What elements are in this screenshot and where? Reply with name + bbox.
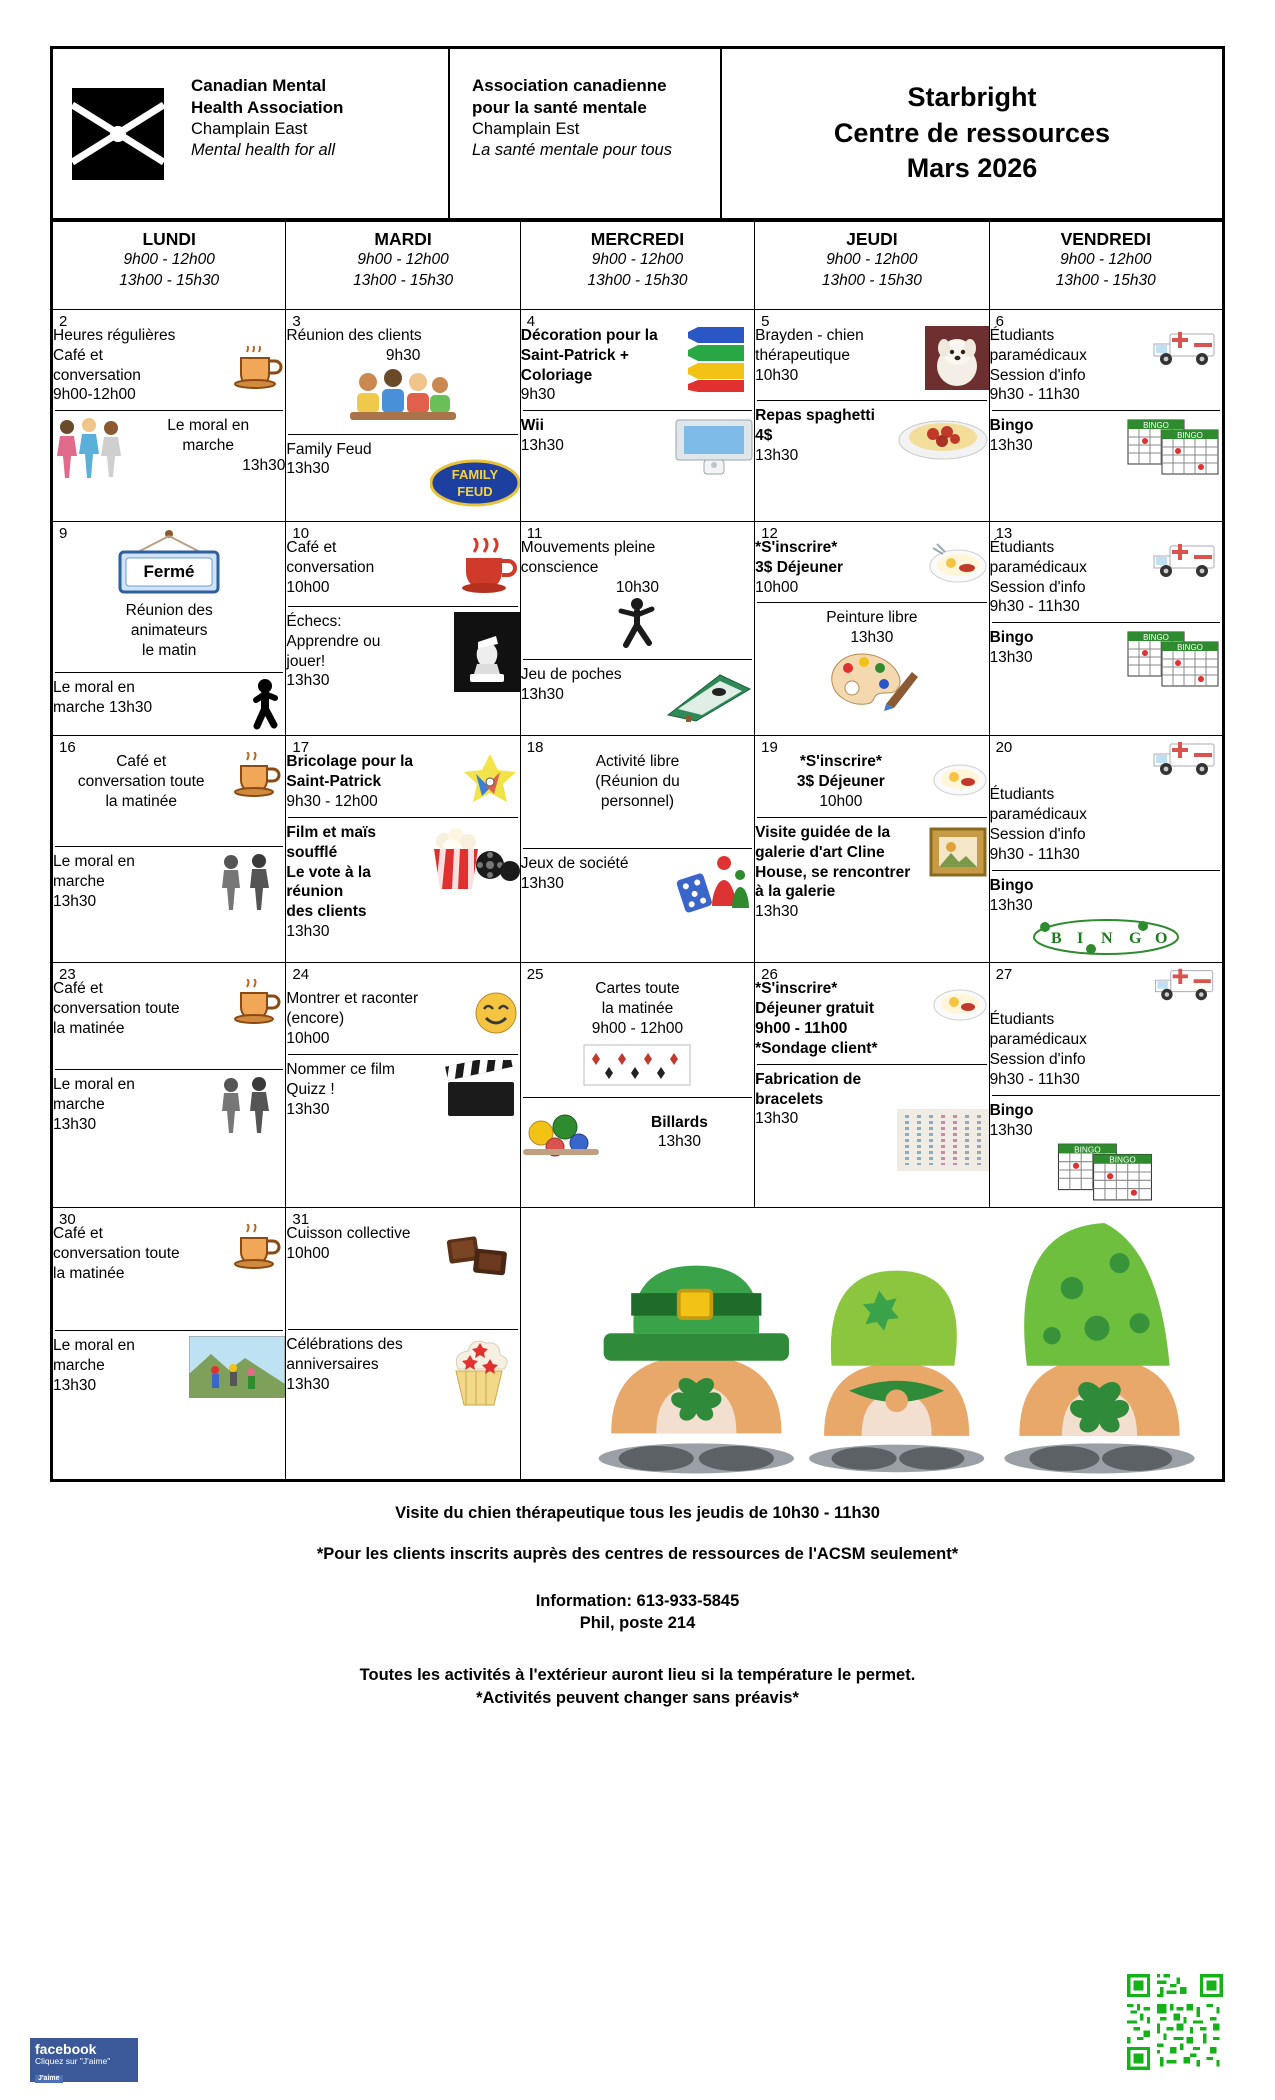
spaghetti-plate-icon	[897, 406, 989, 467]
clapperboard-icon	[442, 1060, 520, 1127]
svg-text:N: N	[1100, 930, 1113, 948]
day-cell-19[interactable]: 19 *S'inscrire* 3$ Déjeuner 10h00 Visite guidée de la galerie d'art Cline House, se rencontrer à la galerie 13h30	[755, 736, 989, 963]
smiley-face-icon	[472, 989, 520, 1042]
bingo-cards-icon	[990, 1140, 1222, 1207]
board-game-pieces-icon	[668, 854, 754, 925]
coffee-cup-icon	[233, 752, 285, 805]
bingo-cards-icon	[1126, 628, 1222, 693]
day-cell-20[interactable]: 20 Étudiants paramédicaux Session d'info 9h30 - 11h30 Bingo 13h30 B I N G O	[989, 736, 1223, 963]
svg-text:B: B	[1050, 930, 1062, 948]
org-name-english: Canadian Mental Health Association Champlain East Mental health for all	[191, 76, 344, 159]
bingo-clover-icon	[990, 915, 1222, 962]
coffee-cup-icon	[460, 538, 520, 601]
calendar-week-3	[52, 736, 1224, 963]
cupcake-icon	[436, 1335, 520, 1416]
walking-people-icon	[209, 1075, 285, 1138]
day-cell-4[interactable]: 4 Décoration pour la Saint-Patrick + Coloriage 9h30 Wii 13h30	[520, 310, 754, 522]
billiard-balls-icon	[521, 1103, 601, 1162]
calendar-header-row	[52, 222, 1224, 310]
thumbs-up-icon: J'aime	[35, 2075, 63, 2083]
markers-icon	[688, 326, 754, 397]
calendar-week-4	[52, 963, 1224, 1208]
group-meeting-icon	[286, 366, 519, 429]
org-name-french: Association canadienne pour la santé mentale Champlain Est La santé mentale pour tous	[448, 49, 720, 218]
bingo-cards-icon	[1126, 416, 1222, 481]
svg-text:BINGO: BINGO	[1109, 1156, 1136, 1166]
playing-cards-icon	[521, 1043, 754, 1092]
svg-text:BINGO: BINGO	[1143, 633, 1169, 643]
walking-people-icon	[209, 852, 285, 915]
breakfast-plate-icon	[931, 979, 989, 1030]
day-cell-30[interactable]: 30 Café et conversation toute la matinée Le moral en marche 13h30	[52, 1208, 286, 1480]
day-cell-3[interactable]: 3 Réunion des clients 9h30 Family Feud 13h30 FAMILY FEUD	[286, 310, 520, 522]
svg-text:BINGO: BINGO	[1177, 431, 1203, 441]
column-header-mercredi: MERCREDI 9h00 - 12h00 13h00 - 15h30	[520, 222, 754, 310]
svg-text:G: G	[1128, 930, 1142, 948]
day-cell-26[interactable]: 26 *S'inscrire* Déjeuner gratuit 9h00 - 11h00 *Sondage client* Fabrication de bracelets 13h30	[755, 963, 989, 1208]
walking-person-icon	[245, 678, 285, 735]
walking-people-icon	[53, 416, 127, 485]
therapy-dog-photo	[925, 326, 989, 395]
wii-remote-icon	[674, 416, 754, 481]
bracelets-photo	[897, 1109, 989, 1176]
cmha-logo	[53, 49, 183, 218]
svg-text:Fermé: Fermé	[143, 562, 195, 581]
footer-contact-info: Information: 613-933-5845 Phil, poste 214	[535, 1591, 740, 1633]
hikers-photo	[189, 1336, 285, 1403]
day-cell-17[interactable]: 17 Bricolage pour la Saint-Patrick 9h30 - 12h00 Film et maïs soufflé Le vote à la réunion des clients 13h30	[286, 736, 520, 963]
footer-dog-note: Visite du chien thérapeutique tous les jeudis de 10h30 - 11h30	[395, 1503, 880, 1522]
svg-text:O: O	[1154, 930, 1168, 948]
cmha-logo-icon	[72, 88, 164, 180]
day-cell-23[interactable]: 23 Café et conversation toute la matinée Le moral en marche 13h30	[52, 963, 286, 1208]
day-cell-2[interactable]: 2 Heures régulières Café et conversation 9h00-12h00 Le moral en marche 13h30	[52, 310, 286, 522]
footer-weather-note: Toutes les activités à l'extérieur auront lieu si la température le permet. *Activités peuvent changer sans préavis*	[359, 1666, 916, 1707]
ambulance-icon	[1150, 538, 1222, 587]
calendar-week-1	[52, 310, 1224, 522]
day-cell-24[interactable]: 24 Montrer et raconter (encore) 10h00 Nommer ce film Quizz ! 13h30	[286, 963, 520, 1208]
cornhole-board-icon	[662, 665, 754, 728]
calendar-week-2	[52, 522, 1224, 736]
chess-piece-icon	[454, 612, 520, 697]
day-cell-18[interactable]: 18 Activité libre (Réunion du personnel) Jeux de société 13h30	[520, 736, 754, 963]
svg-text:I: I	[1076, 930, 1084, 948]
day-cell-25[interactable]: 25 Cartes toute la matinée 9h00 - 12h00 Billards 13h30	[520, 963, 754, 1208]
page-title: Starbright Centre de ressources Mars 2026	[720, 49, 1222, 218]
day-cell-6[interactable]: 6 Étudiants paramédicaux Session d'info 9h30 - 11h30 Bingo 13h30 BINGO BINGO	[989, 310, 1223, 522]
ferme-sign	[53, 530, 285, 601]
page-header	[50, 46, 1225, 221]
page-footer	[50, 1482, 1225, 1709]
breakfast-plate-icon	[927, 538, 989, 593]
day-cell-31[interactable]: 31 Cuisson collective 10h00 Célébrations des anniversaires 13h30	[286, 1208, 520, 1480]
paint-palette-icon	[755, 648, 988, 717]
column-header-lundi: LUNDI 9h00 - 12h00 13h00 - 15h30	[52, 222, 286, 310]
day-cell-12[interactable]: 12 *S'inscrire* 3$ Déjeuner 10h00 Peinture libre 13h30	[755, 522, 989, 736]
coffee-cup-icon	[233, 979, 285, 1032]
yoga-pose-icon	[521, 597, 754, 654]
day-cell-9[interactable]: 9 Fermé Réunion des animateurs le matin Le moral en marche 13h30	[52, 522, 286, 736]
gnomes-illustration	[520, 1208, 1223, 1480]
column-header-vendredi: VENDREDI 9h00 - 12h00 13h00 - 15h30	[989, 222, 1223, 310]
qr-code[interactable]	[1127, 1974, 1223, 2070]
day-cell-27[interactable]: 27 Étudiants paramédicaux Session d'info 9h30 - 11h30 Bingo 13h30 BINGO BINGO	[989, 963, 1223, 1208]
svg-text:BINGO: BINGO	[1073, 1145, 1101, 1155]
day-cell-16[interactable]: 16 Café et conversation toute la matinée Le moral en marche 13h30	[52, 736, 286, 963]
ambulance-icon	[1150, 736, 1222, 785]
coffee-cup-icon	[233, 346, 285, 395]
column-header-jeudi: JEUDI 9h00 - 12h00 13h00 - 15h30	[755, 222, 989, 310]
svg-text:FAMILY: FAMILY	[451, 467, 499, 483]
column-header-mardi: MARDI 9h00 - 12h00 13h00 - 15h30	[286, 222, 520, 310]
facebook-button[interactable]: facebook Cliquez sur "J'aime" J'aime	[30, 2038, 138, 2082]
popcorn-film-icon	[424, 823, 520, 898]
coffee-cup-icon	[233, 1224, 285, 1277]
breakfast-plate-icon	[931, 752, 989, 803]
ambulance-icon	[1150, 326, 1222, 375]
svg-text:BINGO: BINGO	[1177, 643, 1203, 653]
chocolate-icon	[440, 1224, 520, 1287]
day-cell-13[interactable]: 13 Étudiants paramédicaux Session d'info 9h30 - 11h30 Bingo 13h30 BINGO BINGO	[989, 522, 1223, 736]
day-cell-10[interactable]: 10 Café et conversation 10h00 Échecs: Apprendre ou jouer! 13h30	[286, 522, 520, 736]
family-feud-logo-icon	[430, 459, 520, 512]
art-gallery-icon	[927, 823, 989, 886]
day-cell-5[interactable]: 5 Brayden - chien thérapeutique 10h30 Repas spaghetti 4$ 13h30	[755, 310, 989, 522]
calendar-table	[50, 221, 1225, 1482]
svg-text:BINGO: BINGO	[1143, 421, 1169, 431]
craft-supplies-icon	[460, 752, 520, 811]
day-cell-11[interactable]: 11 Mouvements pleine conscience 10h30 Jeu de poches 13h30	[520, 522, 754, 736]
svg-text:FEUD: FEUD	[457, 484, 493, 500]
ambulance-icon	[1150, 963, 1222, 1010]
footer-registration-note: *Pour les clients inscrits auprès des centres de ressources de l'ACSM seulement*	[316, 1544, 959, 1563]
calendar-week-5	[52, 1208, 1224, 1480]
